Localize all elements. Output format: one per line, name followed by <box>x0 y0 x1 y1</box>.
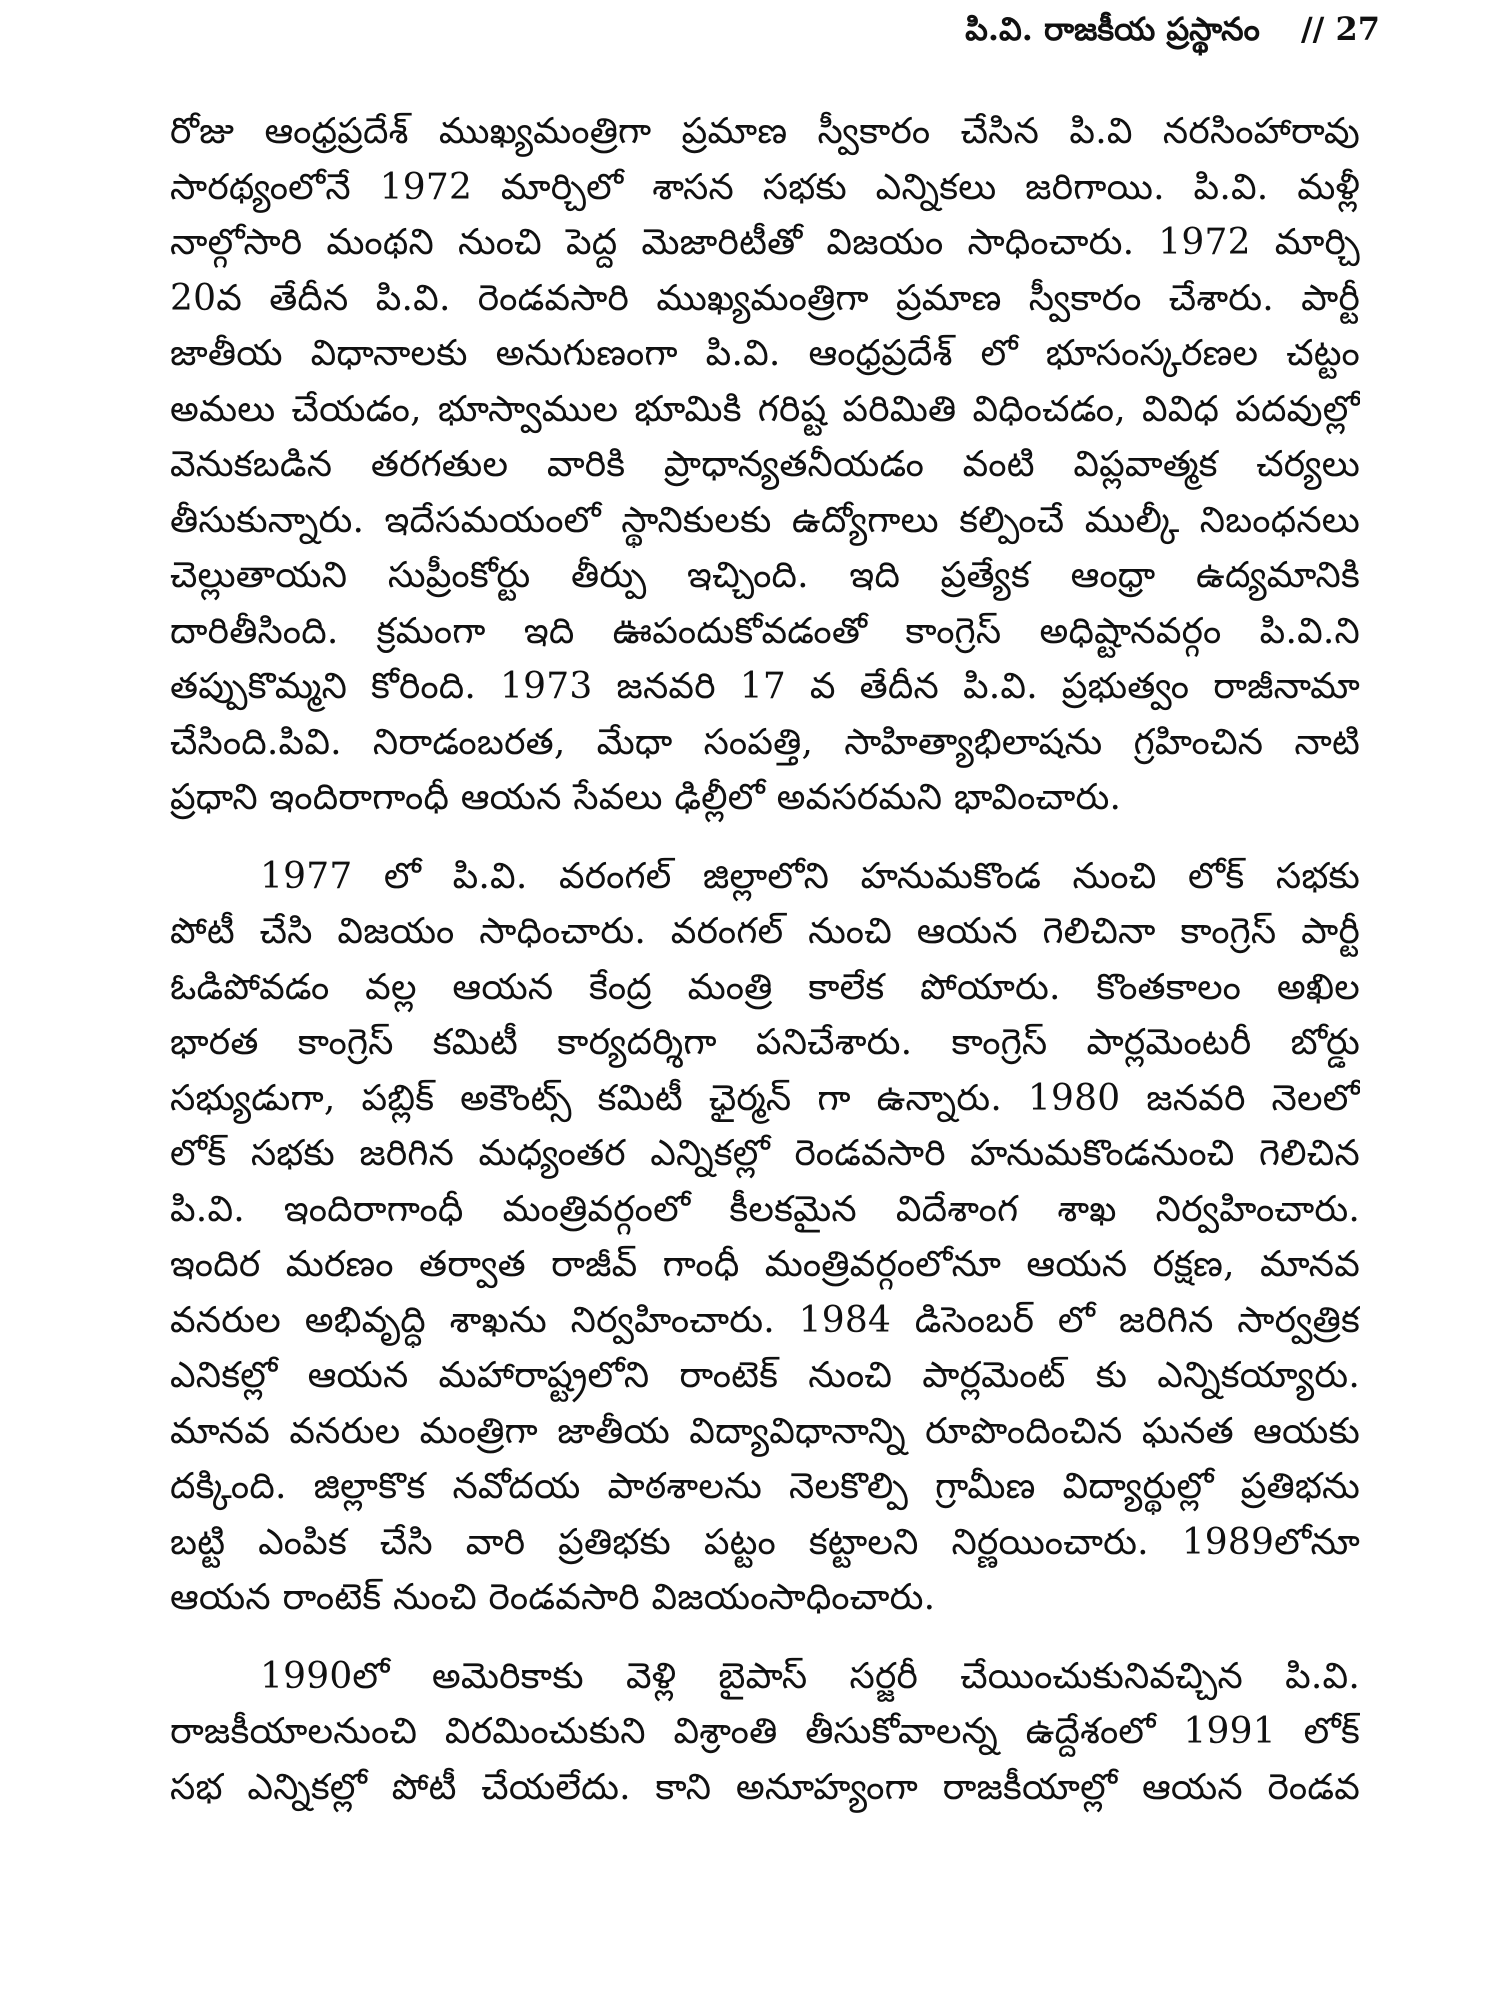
paragraph-1 <box>170 104 1360 826</box>
text-line: ఆయన రాంటెక్ నుంచి రెండవసారి విజయంసాధించారు. <box>170 1577 936 1618</box>
text-line: భారత కాంగ్రెస్ కమిటీ కార్యదర్శిగా పనిచేశారు. కాంగ్రెస్ పార్లమెంటరీ బోర్డు <box>170 1022 1360 1063</box>
text-line: చేసింది.పివి. నిరాడంబరత, మేధా సంపత్తి, సాహిత్యాభిలాషను గ్రహించిన నాటి <box>170 721 1360 763</box>
text-line: వెనుకబడిన తరగతుల వారికి ప్రాధాన్యతనీయడం వంటి విప్లవాత్మక చర్యలు <box>170 444 1360 485</box>
text-line: తీసుకున్నారు. ఇదేసమయంలో స్థానికులకు ఉద్యోగాలు కల్పించే ముల్కీ నిబంధనలు <box>170 499 1360 541</box>
text-line: 1977 లో పి.వి. వరంగల్ జిల్లాలోని హనుమకొండ నుంచి లోక్ సభకు <box>260 855 1360 897</box>
text-line: సారథ్యంలోనే 1972 మార్చిలో శాసన సభకు ఎన్నికలు జరిగాయి. పి.వి. మళ్లీ <box>170 166 1360 208</box>
text-line: దక్కింది. జిల్లాకొక నవోదయ పాఠశాలను నెలకొల్పి గ్రామీణ విద్యార్థుల్లో ప్రతిభను <box>170 1466 1360 1507</box>
text-line: పి.వి. ఇందిరాగాంధీ మంత్రివర్గంలో కీలకమైన విదేశాంగ శాఖ నిర్వహించారు. <box>170 1188 1360 1230</box>
text-line: దారితీసింది. క్రమంగా ఇది ఊపందుకోవడంతో కాంగ్రెస్ అధిష్టానవర్గం పి.వి.ని <box>170 610 1360 652</box>
text-line: మానవ వనరుల మంత్రిగా జాతీయ విద్యావిధానాన్ని రూపొందించిన ఘనత ఆయకు <box>170 1410 1360 1452</box>
text-line: 20వ తేదీన పి.వి. రెండవసారి ముఖ్యమంత్రిగా ప్రమాణ స్వీకారం చేశారు. పార్టీ <box>170 277 1360 319</box>
text-line: రాజకీయాలనుంచి విరమించుకుని విశ్రాంతి తీసుకోవాలన్న ఉద్దేశంలో 1991 లోక్ <box>170 1711 1360 1752</box>
text-line: వనరుల అభివృద్ధి శాఖను నిర్వహించారు. 1984 డిసెంబర్ లో జరిగిన సార్వత్రిక <box>170 1299 1360 1341</box>
text-line: రోజు ఆంధ్రప్రదేశ్ ముఖ్యమంత్రిగా ప్రమాణ స్వీకారం చేసిన పి.వి నరసింహారావు <box>170 111 1360 152</box>
text-line: ఇందిర మరణం తర్వాత రాజీవ్ గాంధీ మంత్రివర్గంలోనూ ఆయన రక్షణ, మానవ <box>170 1244 1360 1285</box>
text-line: చెల్లుతాయని సుప్రీంకోర్టు తీర్పు ఇచ్చింది. ఇది ప్రత్యేక ఆంధ్రా ఉద్యమానికి <box>170 555 1360 596</box>
text-line: అమలు చేయడం, భూస్వాముల భూమికి గరిష్ట పరిమితి విధించడం, వివిధ పదవుల్లో <box>170 388 1360 430</box>
running-header <box>965 10 1380 56</box>
body-text <box>170 104 1360 1815</box>
paragraph-2 <box>170 849 1360 1626</box>
running-header-title: పి.వి. రాజకీయ ప్రస్థానం <box>965 10 1260 48</box>
text-line: పోటీ చేసి విజయం సాధించారు. వరంగల్ నుంచి ఆయన గెలిచినా కాంగ్రెస్ పార్టీ <box>170 911 1360 952</box>
text-line: 1990లో అమెరికాకు వెళ్లి బైపాస్ సర్జరీ చేయించుకునివచ్చిన పి.వి. <box>260 1655 1360 1697</box>
text-line: సభ ఎన్నికల్లో పోటీ చేయలేదు. కాని అనూహ్యంగా రాజకీయాల్లో ఆయన రెండవ <box>170 1766 1360 1808</box>
text-line: జాతీయ విధానాలకు అనుగుణంగా పి.వి. ఆంధ్రప్రదేశ్ లో భూసంస్కరణల చట్టం <box>170 333 1360 374</box>
text-line: సభ్యుడుగా, పబ్లిక్ అకౌంట్స్ కమిటీ ఛైర్మన్ గా ఉన్నారు. 1980 జనవరి నెలలో <box>170 1077 1360 1119</box>
page-number: 27 <box>1335 10 1380 48</box>
text-line: ప్రధాని ఇందిరాగాంధీ ఆయన సేవలు ఢిల్లీలో అవసరమని భావించారు. <box>170 777 1122 818</box>
text-line: నాల్గోసారి మంథని నుంచి పెద్ద మెజారిటీతో విజయం సాధించారు. 1972 మార్చి <box>170 222 1360 263</box>
running-header-separator: // <box>1300 10 1325 48</box>
text-line: తప్పుకొమ్మని కోరింది. 1973 జనవరి 17 వ తేదీన పి.వి. ప్రభుత్వం రాజీనామా <box>170 666 1360 707</box>
text-line: బట్టి ఎంపిక చేసి వారి ప్రతిభకు పట్టం కట్టాలని నిర్ణయించారు. 1989లోనూ <box>170 1521 1360 1563</box>
text-line: ఎనికల్లో ఆయన మహారాష్ట్రలోని రాంటెక్ నుంచి పార్లమెంట్ కు ఎన్నికయ్యారు. <box>170 1355 1360 1396</box>
text-line: ఓడిపోవడం వల్ల ఆయన కేంద్ర మంత్రి కాలేక పోయారు. కొంతకాలం అఖిల <box>170 966 1360 1008</box>
paragraph-3 <box>170 1649 1360 1816</box>
text-line: లోక్ సభకు జరిగిన మధ్యంతర ఎన్నికల్లో రెండవసారి హనుమకొండనుంచి గెలిచిన <box>170 1133 1360 1174</box>
